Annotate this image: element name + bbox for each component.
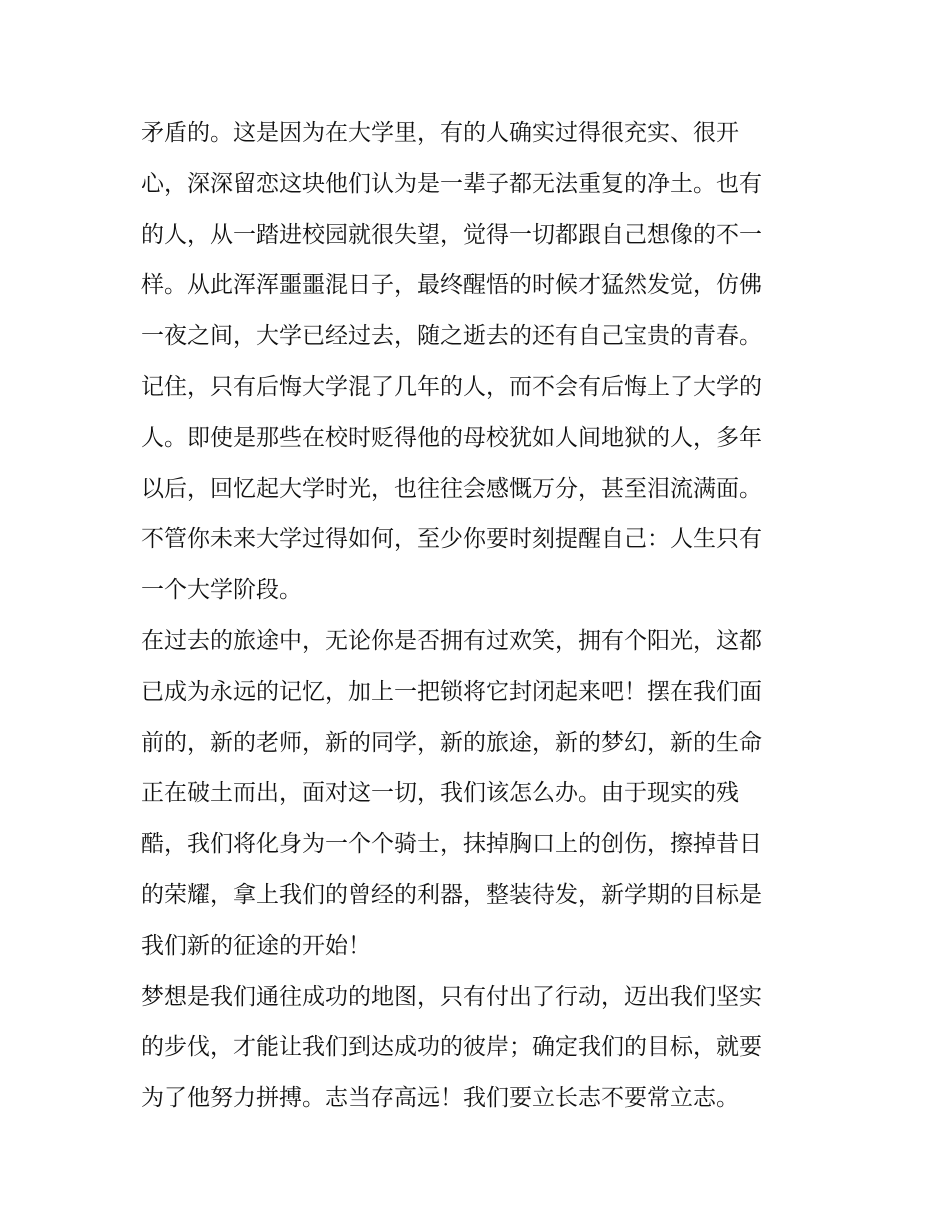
body-text [141, 108, 821, 1124]
text-line: 人。即使是那些在校时贬得他的母校犹如人间地狱的人，多年 [141, 424, 762, 451]
text-line: 以后，回忆起大学时光，也往往会感慨万分，甚至泪流满面。 [141, 475, 762, 502]
text-line: 记住，只有后悔大学混了几年的人，而不会有后悔上了大学的 [141, 373, 762, 400]
text-line: 的人，从一踏进校园就很失望，觉得一切都跟自己想像的不一 [141, 221, 762, 248]
text-line: 不管你未来大学过得如何，至少你要时刻提醒自己：人生只有 [141, 526, 762, 553]
text-line: 梦想是我们通往成功的地图，只有付出了行动，迈出我们坚实 [141, 983, 762, 1010]
text-line: 的荣耀，拿上我们的曾经的利器，整装待发，新学期的目标是 [141, 881, 762, 908]
text-line: 的步伐，才能让我们到达成功的彼岸；确定我们的目标，就要 [141, 1034, 762, 1061]
text-line: 前的，新的老师，新的同学，新的旅途，新的梦幻，新的生命 [141, 729, 762, 756]
text-line: 一夜之间，大学已经过去，随之逝去的还有自己宝贵的青春。 [141, 323, 762, 350]
text-line: 为了他努力拼搏。志当存高远！我们要立长志不要常立志。 [141, 1085, 739, 1112]
text-line: 正在破土而出，面对这一切，我们该怎么办。由于现实的残 [141, 780, 739, 807]
text-line: 样。从此浑浑噩噩混日子，最终醒悟的时候才猛然发觉，仿佛 [141, 272, 762, 299]
text-line: 我们新的征途的开始！ [141, 932, 371, 959]
text-line: 已成为永远的记忆，加上一把锁将它封闭起来吧！摆在我们面 [141, 678, 762, 705]
text-line: 矛盾的。这是因为在大学里，有的人确实过得很充实、很开 [141, 120, 739, 146]
text-line: 在过去的旅途中，无论你是否拥有过欢笑，拥有个阳光，这都 [141, 627, 762, 654]
text-line: 酷，我们将化身为一个个骑士，抹掉胸口上的创伤，擦掉昔日 [141, 831, 762, 858]
text-line: 一个大学阶段。 [141, 577, 302, 604]
text-line: 心，深深留恋这块他们认为是一辈子都无法重复的净土。也有 [141, 170, 762, 197]
